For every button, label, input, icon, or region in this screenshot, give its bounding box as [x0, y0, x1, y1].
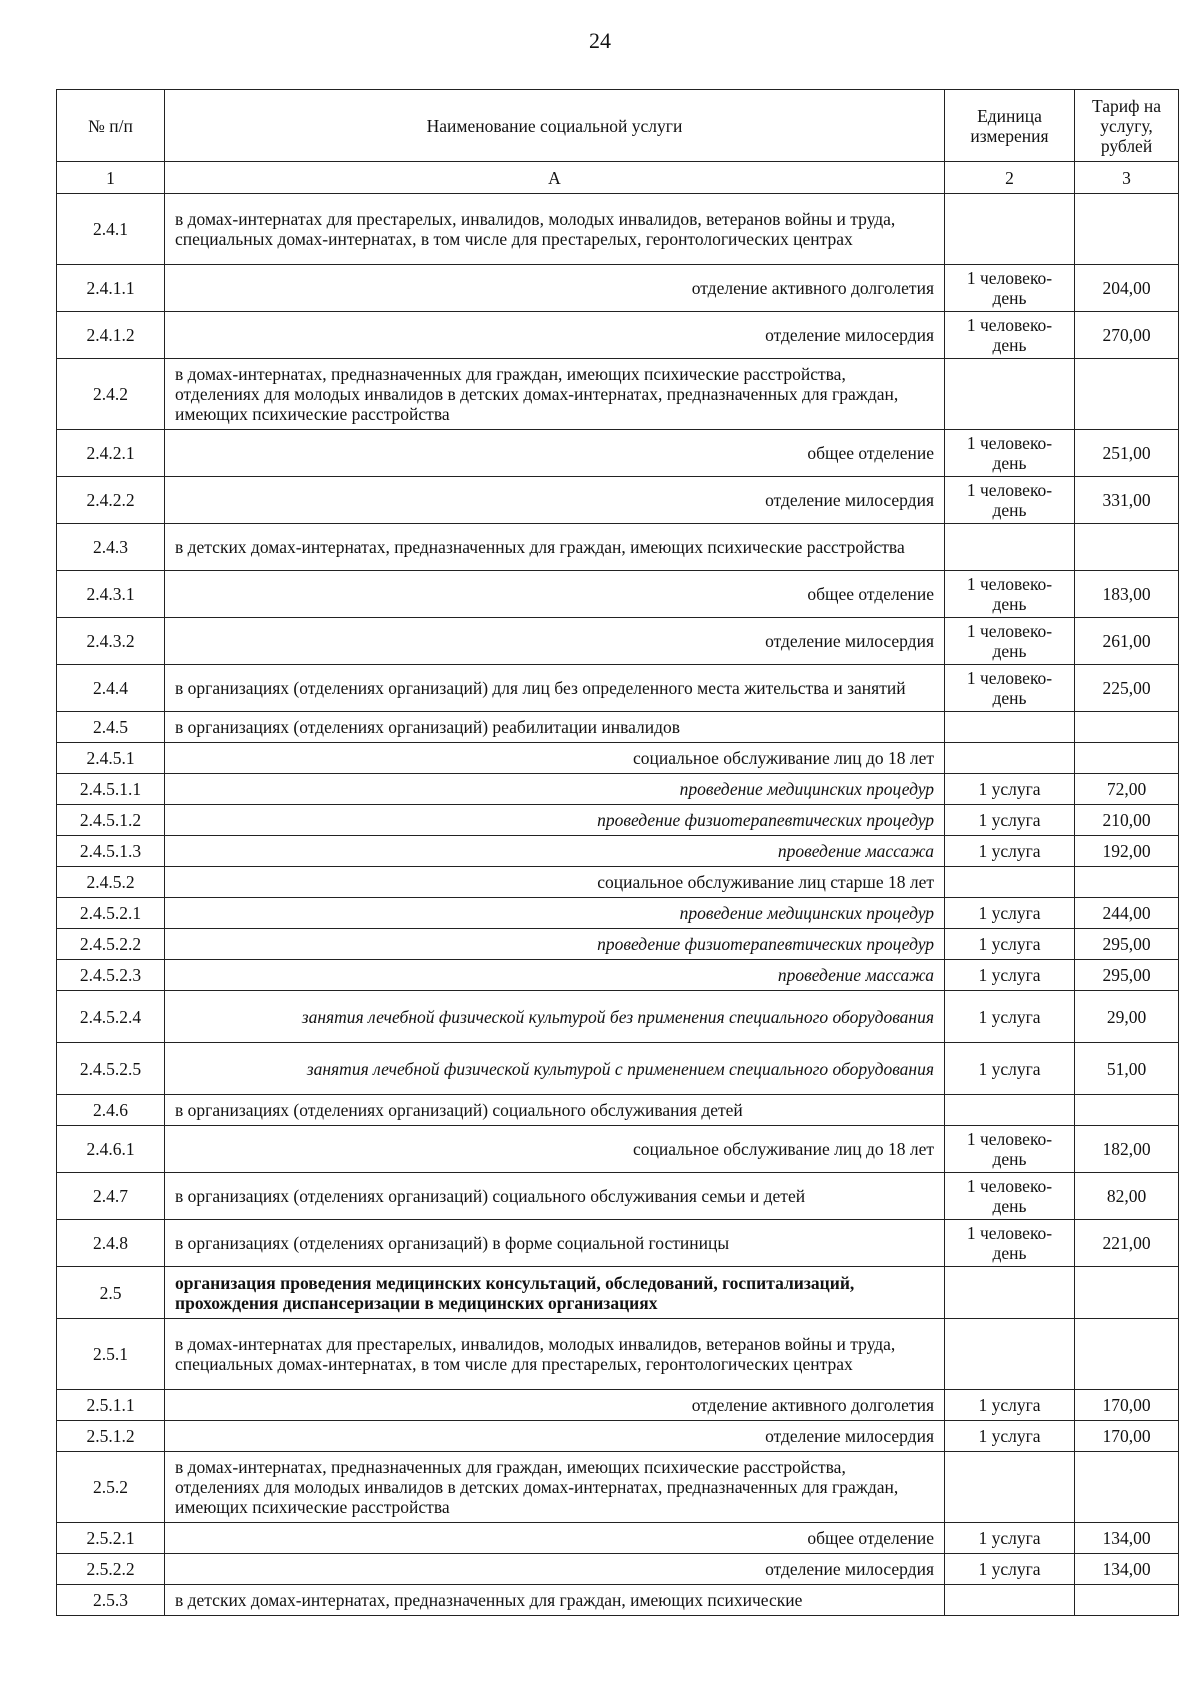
table-body — [57, 194, 1179, 1616]
service-name: в организациях (отделениях организаций) социального обслуживания детей — [165, 1095, 945, 1126]
row-number: 2.5.1.2 — [57, 1421, 165, 1452]
service-name: в детских домах-интернатах, предназначенных для граждан, имеющих психические — [165, 1585, 945, 1616]
header-name: Наименование социальной услуги — [165, 90, 945, 162]
header-row — [57, 90, 1179, 162]
tariff-value: 295,00 — [1075, 960, 1179, 991]
tariff-value: 170,00 — [1075, 1421, 1179, 1452]
unit-of-measure: 1 услуга — [945, 805, 1075, 836]
table-row — [57, 991, 1179, 1043]
tariff-value: 251,00 — [1075, 430, 1179, 477]
unit-of-measure: 1 услуга — [945, 1390, 1075, 1421]
tariff-value: 210,00 — [1075, 805, 1179, 836]
service-name: проведение массажа — [165, 960, 945, 991]
table-row — [57, 194, 1179, 265]
tariff-value: 192,00 — [1075, 836, 1179, 867]
service-name: социальное обслуживание лиц старше 18 лет — [165, 867, 945, 898]
row-number: 2.4.3 — [57, 524, 165, 571]
unit-of-measure: 1 человеко-день — [945, 1126, 1075, 1173]
row-number: 2.4.5.1.2 — [57, 805, 165, 836]
service-name: занятия лечебной физической культурой без применения специального оборудования — [165, 991, 945, 1043]
row-number: 2.4.5 — [57, 712, 165, 743]
unit-of-measure: 1 человеко-день — [945, 1173, 1075, 1220]
service-name: отделение активного долголетия — [165, 1390, 945, 1421]
tariff-value: 270,00 — [1075, 312, 1179, 359]
row-number: 2.4.1.1 — [57, 265, 165, 312]
service-name: в домах-интернатах, предназначенных для граждан, имеющих психические расстройства, отделениях для молодых инвалидов в детских домах-интернатах, предназначенных для граждан, имеющих психические расстройства — [165, 359, 945, 430]
unit-of-measure: 1 услуга — [945, 929, 1075, 960]
service-name: общее отделение — [165, 571, 945, 618]
header-unit: Единица измерения — [945, 90, 1075, 162]
service-name: в домах-интернатах, предназначенных для граждан, имеющих психические расстройства, отделениях для молодых инвалидов в детских домах-интернатах, предназначенных для граждан, имеющих психические расстройства — [165, 1452, 945, 1523]
table-row — [57, 1220, 1179, 1267]
table-row — [57, 867, 1179, 898]
service-name: в организациях (отделениях организаций) для лиц без определенного места жительства и занятий — [165, 665, 945, 712]
table-row — [57, 265, 1179, 312]
table-row — [57, 618, 1179, 665]
unit-of-measure — [945, 712, 1075, 743]
unit-of-measure: 1 человеко-день — [945, 571, 1075, 618]
tariff-value: 261,00 — [1075, 618, 1179, 665]
tariff-value: 72,00 — [1075, 774, 1179, 805]
row-number: 2.4.1.2 — [57, 312, 165, 359]
tariff-value — [1075, 1319, 1179, 1390]
service-name: отделение милосердия — [165, 1421, 945, 1452]
unit-of-measure: 1 услуга — [945, 1421, 1075, 1452]
service-name: общее отделение — [165, 1523, 945, 1554]
table-row — [57, 571, 1179, 618]
row-number: 2.5.1 — [57, 1319, 165, 1390]
table-row — [57, 712, 1179, 743]
tariff-value: 134,00 — [1075, 1554, 1179, 1585]
service-name: в организациях (отделениях организаций) реабилитации инвалидов — [165, 712, 945, 743]
table-row — [57, 1126, 1179, 1173]
service-name: отделение активного долголетия — [165, 265, 945, 312]
tariff-value: 182,00 — [1075, 1126, 1179, 1173]
table-row — [57, 929, 1179, 960]
service-name: общее отделение — [165, 430, 945, 477]
tariff-value — [1075, 743, 1179, 774]
tariff-value: 331,00 — [1075, 477, 1179, 524]
service-name: в домах-интернатах для престарелых, инвалидов, молодых инвалидов, ветеранов войны и труда, специальных домах-интернатах, в том числе для престарелых, геронтологических центрах — [165, 1319, 945, 1390]
unit-of-measure: 1 человеко-день — [945, 618, 1075, 665]
table-row — [57, 477, 1179, 524]
row-number: 2.4.5.1 — [57, 743, 165, 774]
row-number: 2.5.3 — [57, 1585, 165, 1616]
table-row — [57, 1095, 1179, 1126]
page-number: 24 — [589, 28, 611, 53]
table-row — [57, 1043, 1179, 1095]
row-number: 2.4.4 — [57, 665, 165, 712]
unit-of-measure — [945, 1452, 1075, 1523]
tariff-value — [1075, 867, 1179, 898]
table-row — [57, 960, 1179, 991]
tariff-value: 82,00 — [1075, 1173, 1179, 1220]
table-row — [57, 898, 1179, 929]
row-number: 2.4.8 — [57, 1220, 165, 1267]
service-name: организация проведения медицинских консультаций, обследований, госпитализаций, прохождения диспансеризации в медицинских организациях — [165, 1267, 945, 1319]
unit-of-measure — [945, 743, 1075, 774]
tariff-value — [1075, 1452, 1179, 1523]
service-name: проведение медицинских процедур — [165, 898, 945, 929]
unit-of-measure: 1 услуга — [945, 1554, 1075, 1585]
row-number: 2.4.5.2.5 — [57, 1043, 165, 1095]
table-row — [57, 359, 1179, 430]
unit-of-measure: 1 услуга — [945, 774, 1075, 805]
row-number: 2.4.6 — [57, 1095, 165, 1126]
table-row — [57, 1267, 1179, 1319]
header-num: № п/п — [57, 90, 165, 162]
tariff-value: 295,00 — [1075, 929, 1179, 960]
row-number: 2.4.1 — [57, 194, 165, 265]
table-row — [57, 524, 1179, 571]
table-row — [57, 1421, 1179, 1452]
tariff-value: 51,00 — [1075, 1043, 1179, 1095]
column-index-num: 1 — [57, 162, 165, 194]
unit-of-measure: 1 услуга — [945, 898, 1075, 929]
service-name: отделение милосердия — [165, 1554, 945, 1585]
service-name: проведение массажа — [165, 836, 945, 867]
row-number: 2.4.2.1 — [57, 430, 165, 477]
unit-of-measure — [945, 194, 1075, 265]
unit-of-measure: 1 человеко-день — [945, 1220, 1075, 1267]
tariff-value: 244,00 — [1075, 898, 1179, 929]
row-number: 2.4.3.1 — [57, 571, 165, 618]
tariff-value: 134,00 — [1075, 1523, 1179, 1554]
row-number: 2.4.5.2.4 — [57, 991, 165, 1043]
row-number: 2.5.1.1 — [57, 1390, 165, 1421]
row-number: 2.4.5.1.3 — [57, 836, 165, 867]
tariff-value — [1075, 712, 1179, 743]
tariff-value: 221,00 — [1075, 1220, 1179, 1267]
table-row — [57, 1390, 1179, 1421]
column-index-row — [57, 162, 1179, 194]
table-row — [57, 774, 1179, 805]
table-row — [57, 1585, 1179, 1616]
unit-of-measure: 1 услуга — [945, 1043, 1075, 1095]
header-price: Тариф на услугу, рублей — [1075, 90, 1179, 162]
table-row — [57, 312, 1179, 359]
tariff-value: 183,00 — [1075, 571, 1179, 618]
table-row — [57, 1523, 1179, 1554]
tariff-value — [1075, 359, 1179, 430]
service-name: отделение милосердия — [165, 618, 945, 665]
table-row — [57, 1173, 1179, 1220]
tariff-value — [1075, 1267, 1179, 1319]
column-index-name: А — [165, 162, 945, 194]
tariff-value — [1075, 194, 1179, 265]
tariff-value — [1075, 524, 1179, 571]
row-number: 2.4.2 — [57, 359, 165, 430]
service-name: занятия лечебной физической культурой с применением специального оборудования — [165, 1043, 945, 1095]
row-number: 2.4.3.2 — [57, 618, 165, 665]
unit-of-measure — [945, 1267, 1075, 1319]
service-name: в организациях (отделениях организаций) в форме социальной гостиницы — [165, 1220, 945, 1267]
unit-of-measure: 1 услуга — [945, 836, 1075, 867]
row-number: 2.4.5.2.3 — [57, 960, 165, 991]
service-name: проведение физиотерапевтических процедур — [165, 805, 945, 836]
table-row — [57, 1319, 1179, 1390]
unit-of-measure: 1 человеко-день — [945, 430, 1075, 477]
row-number: 2.4.7 — [57, 1173, 165, 1220]
tariff-value: 225,00 — [1075, 665, 1179, 712]
unit-of-measure: 1 человеко-день — [945, 477, 1075, 524]
service-name: социальное обслуживание лиц до 18 лет — [165, 743, 945, 774]
tariff-value: 204,00 — [1075, 265, 1179, 312]
tariff-value: 170,00 — [1075, 1390, 1179, 1421]
table-row — [57, 430, 1179, 477]
row-number: 2.4.5.2.2 — [57, 929, 165, 960]
table-row — [57, 805, 1179, 836]
column-index-price: 3 — [1075, 162, 1179, 194]
row-number: 2.5 — [57, 1267, 165, 1319]
row-number: 2.4.2.2 — [57, 477, 165, 524]
column-index-unit: 2 — [945, 162, 1075, 194]
unit-of-measure: 1 человеко-день — [945, 265, 1075, 312]
unit-of-measure: 1 человеко-день — [945, 665, 1075, 712]
service-name: в детских домах-интернатах, предназначенных для граждан, имеющих психические расстройства — [165, 524, 945, 571]
table-row — [57, 836, 1179, 867]
service-name: проведение физиотерапевтических процедур — [165, 929, 945, 960]
tariff-table — [56, 89, 1179, 1616]
service-name: отделение милосердия — [165, 477, 945, 524]
unit-of-measure: 1 услуга — [945, 991, 1075, 1043]
row-number: 2.5.2.1 — [57, 1523, 165, 1554]
row-number: 2.5.2.2 — [57, 1554, 165, 1585]
unit-of-measure: 1 услуга — [945, 960, 1075, 991]
service-name: социальное обслуживание лиц до 18 лет — [165, 1126, 945, 1173]
table-row — [57, 743, 1179, 774]
row-number: 2.4.5.1.1 — [57, 774, 165, 805]
unit-of-measure — [945, 524, 1075, 571]
unit-of-measure — [945, 1095, 1075, 1126]
row-number: 2.4.6.1 — [57, 1126, 165, 1173]
row-number: 2.4.5.2.1 — [57, 898, 165, 929]
row-number: 2.4.5.2 — [57, 867, 165, 898]
unit-of-measure — [945, 359, 1075, 430]
service-name: в организациях (отделениях организаций) социального обслуживания семьи и детей — [165, 1173, 945, 1220]
unit-of-measure — [945, 1585, 1075, 1616]
table-row — [57, 1452, 1179, 1523]
row-number: 2.5.2 — [57, 1452, 165, 1523]
tariff-value: 29,00 — [1075, 991, 1179, 1043]
service-name: в домах-интернатах для престарелых, инвалидов, молодых инвалидов, ветеранов войны и труда, специальных домах-интернатах, в том числе для престарелых, геронтологических центрах — [165, 194, 945, 265]
unit-of-measure: 1 человеко-день — [945, 312, 1075, 359]
table-row — [57, 1554, 1179, 1585]
unit-of-measure: 1 услуга — [945, 1523, 1075, 1554]
unit-of-measure — [945, 1319, 1075, 1390]
tariff-value — [1075, 1095, 1179, 1126]
service-name: проведение медицинских процедур — [165, 774, 945, 805]
service-name: отделение милосердия — [165, 312, 945, 359]
table-row — [57, 665, 1179, 712]
tariff-value — [1075, 1585, 1179, 1616]
unit-of-measure — [945, 867, 1075, 898]
